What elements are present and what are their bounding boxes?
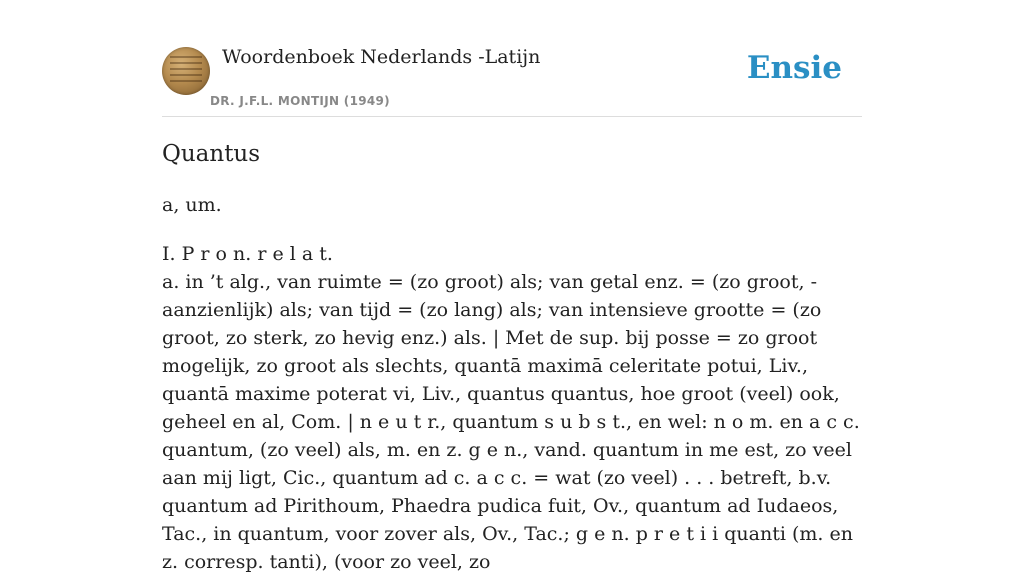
entry-body (162, 240, 862, 576)
coin-inscription (170, 56, 202, 86)
site-header (162, 0, 862, 117)
coin-logo-icon[interactable] (162, 47, 210, 95)
entry-heading: I. P r o n. r e l a t. (162, 243, 333, 265)
page (162, 0, 862, 573)
entry-title: Quantus (162, 141, 261, 167)
entry-definition: a. in ’t alg., van ruimte = (zo groot) als; van getal enz. = (zo groot, - aanzienlijk) als; van tijd = (zo lang) als; van intensieve grootte = (zo groot, zo sterk, zo hevig enz.) als. | Met de sup. bij posse = zo groot mogelijk, zo groot als slechts, quantā maximā celeritate potui, Liv., quantā maxime poterat vi, Liv., quantus quantus, hoe groot (veel) ook, geheel en al, Com. | n e u t r., quantum s u b s t., en wel: n o m. en a c c. quantum, (zo veel) als, m. en z. g e n., vand. quantum in me est, zo veel aan mij ligt, Cic., quantum ad c. a c c. = wat (zo veel) . . . betreft, b.v. quantum ad Pirithoum, Phaedra pudica fuit, Ov., quantum ad Iudaeos, Tac., in quantum, voor zover als, Ov., Tac.; g e n. p r e t i i quanti (m. en z. corresp. tanti), (voor zo veel, zo (162, 271, 860, 573)
ensie-brand-link[interactable]: Ensie (746, 50, 842, 86)
book-title[interactable]: Woordenboek Nederlands -Latijn (222, 46, 541, 68)
author-label: DR. J.F.L. MONTIJN (1949) (210, 94, 390, 108)
entry-forms: a, um. (162, 194, 222, 216)
